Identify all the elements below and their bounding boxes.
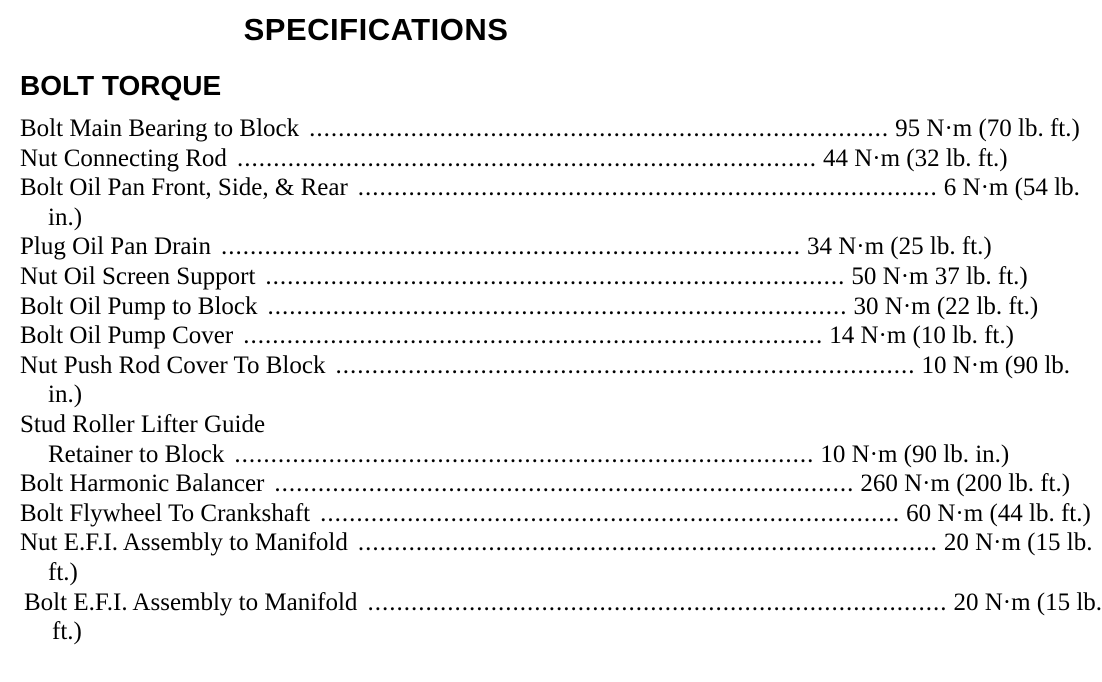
spec-entry-oil-pump-block bbox=[20, 292, 1039, 322]
spec-description: Plug Oil Pan Drain bbox=[20, 233, 211, 261]
spec-value-continuation: ft.) bbox=[48, 558, 78, 586]
spec-entry-oil-pump-cover bbox=[20, 321, 1014, 351]
spec-value: 50 N·m 37 lb. ft.) bbox=[851, 262, 1028, 290]
spec-entry-connecting-rod bbox=[20, 144, 1008, 174]
spec-entry-oil-screen-support bbox=[20, 262, 1028, 292]
spec-value: 44 N·m (32 lb. ft.) bbox=[822, 144, 1008, 172]
spec-value: 20 N·m (15 lb. bbox=[953, 588, 1102, 616]
spec-description: Nut E.F.I. Assembly to Manifold bbox=[20, 529, 348, 557]
dot-leader: ................................................................................ bbox=[367, 588, 948, 616]
dot-leader: ................................................................................ bbox=[265, 262, 846, 290]
spec-entry-harmonic-balancer bbox=[20, 469, 1071, 499]
spec-value: 60 N·m (44 lb. ft.) bbox=[906, 499, 1091, 527]
spec-description: Stud Roller Lifter Guide bbox=[20, 410, 266, 438]
spec-description: Bolt E.F.I. Assembly to Manifold bbox=[24, 588, 358, 616]
spec-value: 34 N·m (25 lb. ft.) bbox=[806, 233, 992, 261]
dot-leader: ................................................................................ bbox=[309, 115, 890, 142]
dot-leader: ................................................................................ bbox=[335, 351, 916, 379]
spec-entry-push-rod-cover bbox=[20, 351, 1071, 410]
spec-value-continuation: ft.) bbox=[52, 618, 82, 646]
spec-value: 95 N·m (70 lb. ft.) bbox=[895, 115, 1080, 142]
dot-leader: ................................................................................ bbox=[243, 322, 824, 350]
dot-leader: ................................................................................ bbox=[234, 440, 815, 468]
spec-entry-roller-lifter-guide bbox=[20, 410, 1010, 469]
dot-leader: ................................................................................ bbox=[236, 144, 817, 172]
spec-value: 30 N·m (22 lb. ft.) bbox=[853, 292, 1039, 320]
spec-description-continuation: Retainer to Block bbox=[48, 440, 225, 468]
spec-value: 260 N·m (200 lb. ft.) bbox=[860, 470, 1071, 498]
spec-value-continuation: in.) bbox=[48, 381, 83, 409]
spec-description: Bolt Flywheel To Crankshaft bbox=[20, 499, 311, 527]
dot-leader: ................................................................................ bbox=[320, 499, 901, 527]
spec-value-continuation: in.) bbox=[48, 203, 83, 231]
spec-entry-efi-nut bbox=[20, 528, 1093, 587]
dot-leader: ................................................................................ bbox=[220, 233, 801, 261]
spec-description: Bolt Main Bearing to Block bbox=[20, 115, 300, 142]
spec-description: Bolt Oil Pump Cover bbox=[20, 322, 234, 350]
torque-spec-list bbox=[20, 114, 1102, 647]
page-title: SPECIFICATIONS bbox=[243, 12, 509, 47]
spec-description: Bolt Oil Pump to Block bbox=[20, 292, 258, 320]
dot-leader: ................................................................................ bbox=[357, 529, 938, 557]
spec-description: Nut Connecting Rod bbox=[20, 144, 227, 172]
spec-value: 20 N·m (15 lb. bbox=[943, 529, 1093, 557]
spec-value: 10 N·m (90 lb. bbox=[921, 351, 1071, 379]
spec-description: Nut Push Rod Cover To Block bbox=[20, 351, 326, 379]
spec-entry-oil-pan-drain bbox=[20, 232, 992, 262]
spec-value: 10 N·m (90 lb. in.) bbox=[820, 440, 1010, 468]
spec-description: Bolt Harmonic Balancer bbox=[20, 470, 265, 498]
dot-leader: ................................................................................ bbox=[274, 470, 855, 498]
spec-entry-efi-bolt bbox=[20, 588, 1102, 647]
spec-entry-oil-pan bbox=[20, 173, 1080, 232]
spec-description: Bolt Oil Pan Front, Side, & Rear bbox=[20, 174, 348, 202]
dot-leader: ................................................................................ bbox=[267, 292, 848, 320]
spec-entry-flywheel bbox=[20, 499, 1091, 529]
spec-entry-main-bearing bbox=[20, 114, 1080, 144]
spec-value: 6 N·m (54 lb. bbox=[943, 174, 1080, 202]
spec-value: 14 N·m (10 lb. ft.) bbox=[829, 322, 1014, 350]
dot-leader: ................................................................................ bbox=[357, 174, 938, 202]
section-heading: BOLT TORQUE bbox=[20, 70, 222, 101]
spec-description: Nut Oil Screen Support bbox=[20, 262, 256, 290]
